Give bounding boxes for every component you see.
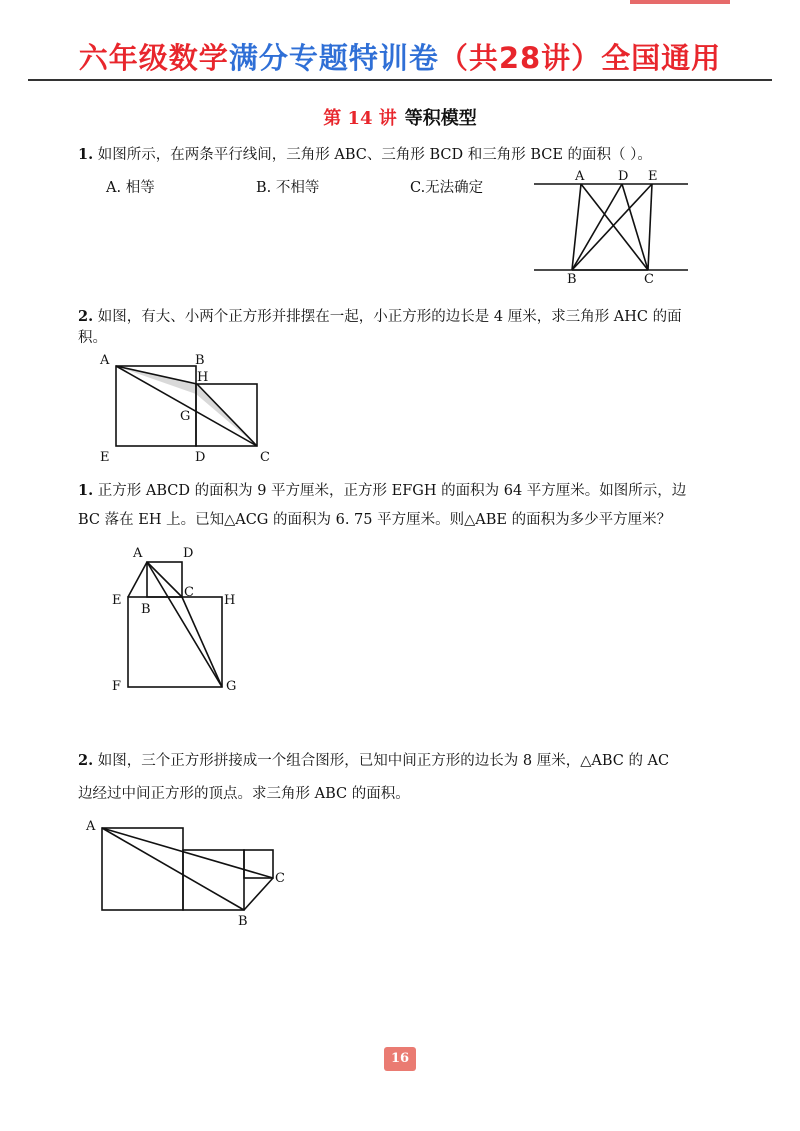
q3-line-cg [182,597,222,687]
q3-number: 1. [78,482,94,499]
lecture-number: 第 14 讲 [323,108,397,129]
q4-label-b: B [238,914,248,929]
banner-part-2: 满分专题特训卷 [228,41,439,75]
q3-label-e: E [112,593,122,608]
q4-text-line-2: 边经过中间正方形的顶点。求三角形 ABC 的面积。 [78,786,410,802]
q3-label-d: D [183,546,194,561]
q2-label-d: D [195,450,206,465]
q2-label-g: G [180,409,191,424]
page-banner [0,36,800,77]
q1-label-d: D [618,169,629,184]
q2-text-line-1 [78,302,682,332]
q1-label-b: B [567,272,577,287]
q3-label-c: C [184,585,194,600]
q4-number: 2. [78,752,94,769]
banner-part-3: （共28讲）全国通用 [438,41,722,75]
q1-number: 1. [78,146,94,163]
q4-label-a: A [86,819,96,834]
lecture-title [0,104,800,130]
banner-divider [28,79,772,81]
q4-line-bc [244,878,273,910]
q4-stem-1: 如图，三个正方形拼接成一个组合图形，已知中间正方形的边长为 8 厘米，△ABC 的 AC [97,753,670,769]
q2-stem-1: 如图，有大、小两个正方形并排摆在一起，小正方形的边长是 4 厘米，求三角形 AHC 的面 [97,309,682,325]
q1-stem: 如图所示，在两条平行线间，三角形 ABC、三角形 BCD 和三角形 BCE 的面积（ ）。 [97,147,652,163]
q3-line-ae [128,562,147,597]
q2-text-line-2: 积。 [78,330,107,346]
q1-segment-eb [572,184,652,270]
q4-line-ac [102,828,273,878]
q3-line-ag [147,562,222,687]
q3-label-f: F [112,679,122,694]
q1-label-c: C [644,272,654,287]
q1-figure [530,166,695,286]
top-accent-strip [630,0,730,4]
q3-label-b: B [141,602,151,617]
q2-label-a: A [100,353,110,368]
q1-option-b: B. 不相等 [256,180,320,196]
q3-label-g: G [226,679,237,694]
q1-option-c: C.无法确定 [410,180,484,196]
q3-figure [108,540,258,700]
q2-line-ah [116,366,197,384]
q2-label-e: E [100,450,110,465]
lecture-name: 等积模型 [404,108,477,129]
q1-option-a: A. 相等 [106,180,155,196]
q4-line-ab [102,828,244,910]
q3-text-line-1 [78,476,686,506]
q3-label-a: A [133,546,143,561]
banner-part-1: 六年级数学 [78,41,229,75]
q1-label-e: E [648,169,658,184]
q2-label-h: H [197,370,209,385]
q3-stem-1: 正方形 ABCD 的面积为 9 平方厘米，正方形 EFGH 的面积为 64 平方厘米。如图所示，边 [97,483,687,499]
page-number: 16 [384,1047,416,1071]
q2-label-b: B [195,353,205,368]
q4-text-line-1 [78,746,669,776]
q1-segment-dc [622,184,648,270]
q3-label-h: H [224,593,236,608]
q4-label-c: C [275,871,285,886]
q2-figure [95,350,295,470]
q2-number: 2. [78,308,94,325]
q1-label-a: A [575,169,585,184]
q2-line-ac [116,366,257,446]
q4-figure [82,815,302,930]
q2-label-c: C [260,450,270,465]
q1-segment-ec [648,184,652,270]
q3-text-line-2: BC 落在 EH 上。已知△ACG 的面积为 6. 75 平方厘米。则△ABE 的面积为多少平方厘米？ [78,512,672,528]
q2-line-hc [197,384,257,446]
